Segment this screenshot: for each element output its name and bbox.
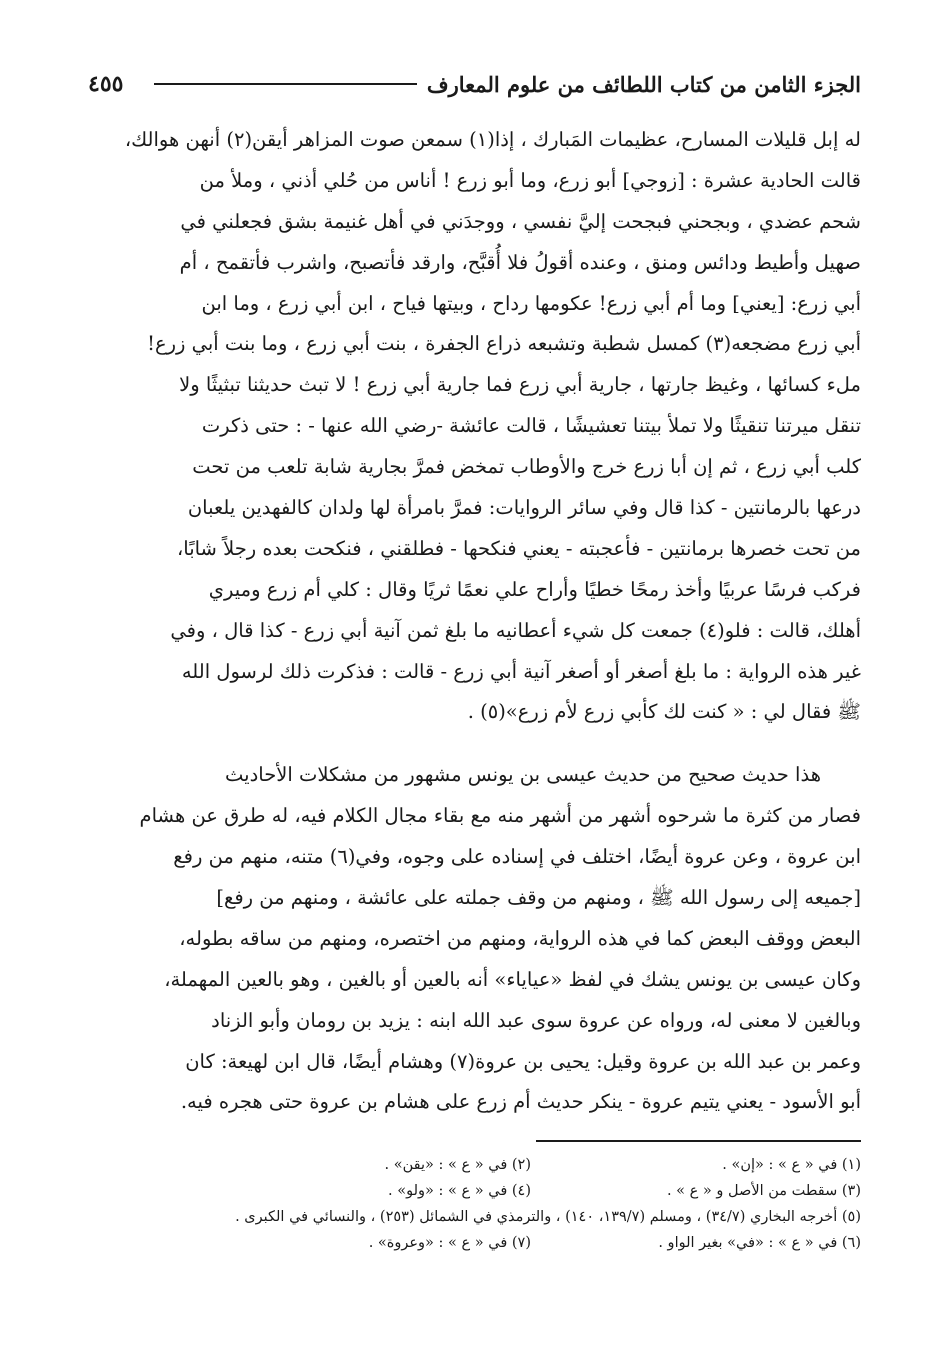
text-line: فركب فرسًا عربيًا وأخذ رمحًا خطيًا وأراح علي نعمًا ثريًا وقال : كلي أم زرع وميري xyxy=(208,577,861,601)
text-line: فصار من كثرة ما شرحوه أشهر من أشهر منه مع بقاء مجال الكلام فيه، له طرق عن هشام xyxy=(139,804,861,828)
text-line: كلب أبي زرع ، ثم إن أبا زرع خرج والأوطاب تمخض فمرَّ بجارية شابة تلعب من تحت xyxy=(192,455,861,479)
footnote-6: (٦) في « ع » : «في» بغير الواو . xyxy=(658,1235,861,1251)
text-line: أبي زرع: [يعني] وما أم أبي زرع! عكومها رداح ، وبيتها فياح ، ابن أبي زرع ، وما ابن xyxy=(201,291,861,315)
paragraph-gap xyxy=(92,733,861,755)
page-number: ٤٥٥ xyxy=(88,71,124,97)
text-line: درعها بالرمانتين - كذا قال وفي سائر الروايات: فمرَّ بامرأة لها ولدان كالفهدين يلعبان xyxy=(187,496,861,520)
footnote-2: (٢) في « ع » : «يقن» . xyxy=(384,1157,531,1173)
footnote-rule xyxy=(536,1140,861,1142)
text-line: من تحت خصرها برمانتين - فأعجبته - يعني فنكحها - فطلقني ، فنكحت بعده رجلاً شابًا، xyxy=(176,536,861,560)
text-line: [جميعه إلى رسول الله ﷺ ، ومنهم من وقف جملته على عائشة ، ومنهم من رفع] xyxy=(216,886,861,910)
text-line: له إبل قليلات المسارح، عظيمات المَبارك ، إذا(١) سمعن صوت المزاهر أيقن(٢) أنهن هوالك، xyxy=(124,128,861,151)
text-line: أهلك، قالت : فلو(٤) جمعت كل شيء أعطانيه ما بلغ ثمن آنية أبي زرع - كذا قال ، وفي xyxy=(170,618,861,642)
main-text xyxy=(92,120,861,1123)
header-rule xyxy=(154,83,417,85)
text-line: وعمر بن عبد الله بن عروة وقيل: يحيى بن عروة(٧) وهشام أيضًا، قال ابن لهيعة: كان xyxy=(185,1049,861,1073)
text-line: صهيل وأطيط ودائس ومنق ، وعنده أقولُ فلا أُقبَّح، وارقد فأتصبح، واشرب فأتقمح ، أم xyxy=(179,250,861,274)
text-line: غير هذه الرواية : ما بلغ أصغر أو أصغر آنية أبي زرع - قالت : فذكرت ذلك لرسول الله xyxy=(181,659,861,683)
footnote-4: (٤) في « ع » : «ولو» . xyxy=(388,1183,531,1199)
text-line: شحم عضدي ، وبجحني فبجحت إليَّ نفسي ، ووجدَني في أهل غنيمة بشق فجعلني في xyxy=(180,209,861,233)
running-title: الجزء الثامن من كتاب اللطائف من علوم المعارف xyxy=(426,71,861,97)
text-line: قالت الحادية عشرة : [زوجي] أبو زرع، وما أبو زرع ! أناس من حُلي أذني ، وملأ من xyxy=(199,168,861,192)
footnote-1: (١) في « ع » : «إن» . xyxy=(722,1157,861,1173)
text-line: وكان عيسى بن يونس يشك في لفظ «عياياء» أنه بالعين أو بالغين ، وهو بالعين المهملة، xyxy=(164,967,861,991)
text-line: البعض ووقف البعض كما في هذه الرواية، ومنهم من اختصره، ومنهم من ساقه بطوله، xyxy=(179,926,861,950)
text-line: ملء كسائها ، وغيظ جارتها ، جارية أبي زرع فما جارية أبي زرع ! لا تبث حديثنا تبثيثًا ولا xyxy=(179,373,861,397)
text-line: هذا حديث صحيح من حديث عيسى بن يونس مشهور من مشكلات الأحاديث xyxy=(225,763,821,787)
text-line: أبي زرع مضجعه(٣) كمسل شطبة وتشبعه ذراع الجفرة ، بنت أبي زرع ، وما بنت أبي زرع! xyxy=(147,332,861,356)
text-line: وبالغين لا معنى له، ورواه عن عروة سوى عبد الله ابنه : يزيد بن رومان وأبو الزناد xyxy=(211,1008,861,1032)
footnote-7: (٧) في « ع » : «وعروة» . xyxy=(368,1235,531,1251)
text-line: ابن عروة ، وعن عروة أيضًا، اختلف في إسناده على وجوه، وفي(٦) متنه، منهم من رفع xyxy=(173,845,861,869)
text-line: ﷺ فقال لي : « كنت لك كأبي زرع لأم زرع»(٥) . xyxy=(467,700,861,724)
footnote-5: (٥) أخرجه البخاري (٣٤/٧) ، ومسلم (١٣٩/٧، ١٤٠) ، والترمذي في الشمائل (٢٥٣) ، والنسائي في الكبرى . xyxy=(235,1209,861,1225)
text-line: تنقل ميرتنا تنقيثًا ولا تملأ بيتنا تعشيشًا ، قالت عائشة -رضي الله عنها - : حتى ذكرت xyxy=(201,414,861,438)
running-header xyxy=(88,64,861,104)
text-line: أبو الأسود - يعني يتيم عروة - ينكر حديث أم زرع على هشام بن عروة حتى هجره فيه. xyxy=(180,1090,861,1114)
footnote-3: (٣) سقطت من الأصل و « ع » . xyxy=(666,1183,861,1199)
